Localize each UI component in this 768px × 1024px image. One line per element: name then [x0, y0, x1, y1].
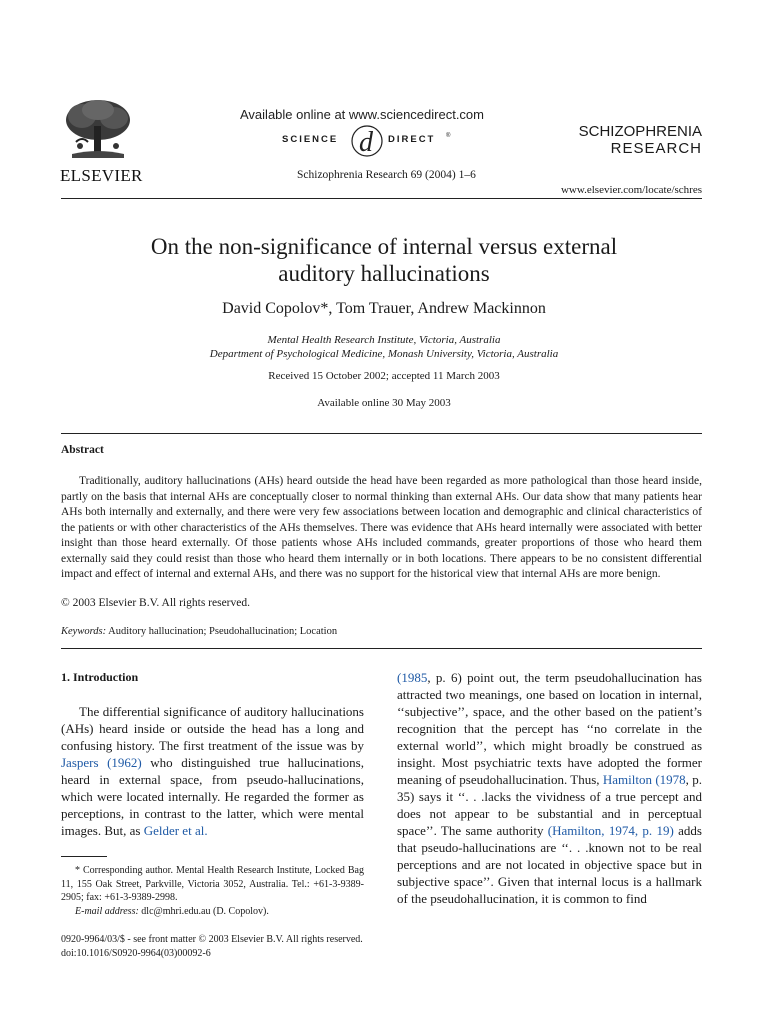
- intro-p1-text-b: who distinguished true hallucinations, heard in external space, from pseudo-hallucinations, which were located internally. He regarded the former as perceptions, in contrast to the latter, which were mental images. But, as: [61, 755, 364, 838]
- footnote-email-value[interactable]: dlc@mhri.edu.au (D. Copolov).: [141, 905, 269, 917]
- journal-name: [579, 123, 702, 157]
- footnote-email-label: E-mail address:: [75, 905, 139, 917]
- sciencedirect-right-text: DIRECT: [388, 134, 436, 145]
- received-date: Received 15 October 2002; accepted 11 March 2003: [268, 370, 500, 382]
- journal-name-line2: RESEARCH: [610, 140, 702, 157]
- intro-paragraph-1: [61, 703, 364, 839]
- footnote: [61, 864, 364, 918]
- abstract-text: [61, 474, 702, 583]
- sciencedirect-left-text: SCIENCE: [282, 134, 339, 145]
- abstract-top-rule: [61, 433, 702, 434]
- elsevier-tree-icon: [60, 96, 136, 162]
- elsevier-logo: [60, 96, 136, 162]
- footer-issn: 0920-9964/03/$ - see front matter © 2003 Elsevier B.V. All rights reserved.: [61, 934, 363, 945]
- citation-gelder-link[interactable]: Gelder et al.: [143, 823, 208, 838]
- journal-url[interactable]: www.elsevier.com/locate/schres: [560, 184, 702, 196]
- intro-right-paragraph: [397, 669, 702, 907]
- publisher-name: ELSEVIER: [60, 166, 143, 185]
- keywords-list: Auditory hallucination; Pseudohallucination; Location: [108, 626, 338, 637]
- footer-doi[interactable]: doi:10.1016/S0920-9964(03)00092-6: [61, 948, 211, 959]
- section-heading-introduction: 1. Introduction: [61, 670, 139, 684]
- footnote-corresponding: * Corresponding author. Mental Health Research Institute, Locked Bag 11, 155 Oak Street, Parkville, Victoria 3052, Australia. Tel.: +61-3-9389-2905; fax: +61-3-9389-2998.: [61, 865, 364, 903]
- abstract-copyright: © 2003 Elsevier B.V. All rights reserved.: [61, 597, 250, 609]
- abstract-bottom-rule: [61, 648, 702, 649]
- article-title-line2: auditory hallucinations: [278, 261, 490, 286]
- footnote-rule: [61, 856, 107, 857]
- citation-hamilton-1974-link[interactable]: (Hamilton, 1974, p. 19): [547, 823, 674, 838]
- authors: David Copolov*, Tom Trauer, Andrew Mackinnon: [222, 300, 546, 317]
- svg-text:d: d: [359, 127, 373, 158]
- affiliation-1: Mental Health Research Institute, Victoria, Australia: [267, 334, 501, 346]
- article-title-line1: On the non-significance of internal versus external: [150, 234, 618, 259]
- abstract-heading: Abstract: [61, 444, 104, 456]
- sciencedirect-logo: [282, 124, 462, 158]
- keywords-label: Keywords:: [61, 626, 107, 637]
- intro-right-text-c: adds that pseudo-hallucinations are ‘‘. . .known not to be real perceptions and are not located in objective space but in subjective space’’. Given that internal locus is a hallmark of the pseudohallucination, it is common to find: [397, 823, 702, 906]
- journal-name-line1: SCHIZOPHRENIA: [578, 123, 702, 140]
- available-online-text: Available online at www.sciencedirect.com: [240, 107, 484, 122]
- affiliation-2: Department of Psychological Medicine, Monash University, Victoria, Australia: [209, 348, 559, 360]
- abstract-body: Traditionally, auditory hallucinations (AHs) heard outside the head have been regarded as more pathological than those heard inside, partly on the basis that internal AHs are conceptually closer to normal thinking than external AHs. Our data show that many patients hear AHs both internally and externally, and there were very few associations between location and demographic and clinical characteristics of the patients or with other characteristics of the AHs themselves. There was evidence that AHs heard internally were associated with better insight than those heard externally. Of those patients whose AHs included commands, greater proportions of those who heard them externally said they could resist than those who heard them internally or in both locations. There appears to be no consistent differential impact and effect of internal and external AHs, and there was no support for the historical view that internal AHs are more benign.: [61, 475, 702, 580]
- header-rule: [61, 198, 702, 199]
- sciencedirect-d-icon: [349, 124, 385, 158]
- intro-p1-text-a: The differential significance of auditory hallucinations (AHs) heard inside or outside the head has a long and confusing history. The first treatment of the issue was by: [61, 704, 364, 753]
- footnote-email: [61, 905, 364, 919]
- citation-jaspers-link[interactable]: Jaspers (1962): [61, 755, 142, 770]
- citation-hamilton-1978-link[interactable]: Hamilton (1978: [602, 772, 686, 787]
- page-footer: [61, 933, 363, 961]
- keywords: [61, 626, 337, 637]
- article-title: [0, 233, 768, 287]
- intro-left-column: [61, 703, 364, 839]
- journal-reference: Schizophrenia Research 69 (2004) 1–6: [297, 169, 476, 181]
- intro-right-text-a: , p. 6) point out, the term pseudohallucination has attracted two meanings, one based on location in internal, ‘‘subjective’’, space, and the other based on the patient’s recognition that the percept has ‘‘no correlate in the external world’’, which might broadly be construed as insight. Most psychiatric texts have adopted the former meaning of pseudohallucination. Thus,: [397, 670, 702, 787]
- intro-right-column: [397, 669, 702, 907]
- intro-right-text-b: , p. 35) says it ‘‘. . .lacks the vividness of a true percept and does not appear to be substantial and in perceptual space’’. The same authority: [397, 772, 703, 838]
- available-date: Available online 30 May 2003: [317, 397, 451, 409]
- affiliations: [0, 333, 768, 361]
- registered-mark-icon: ®: [446, 133, 451, 139]
- citation-gelder-year-link[interactable]: (1985: [397, 670, 428, 685]
